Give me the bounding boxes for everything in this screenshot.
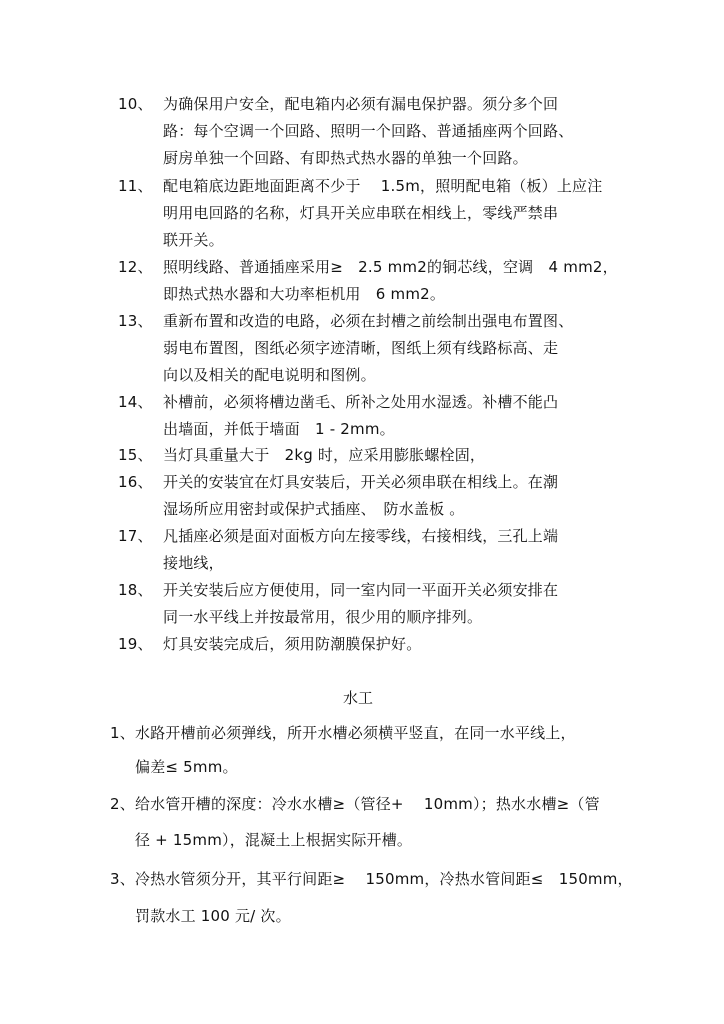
item-text-line: 厨房单独一个回路、有即热式热水器的单独一个回路。	[163, 149, 528, 167]
item-text-line: 配电箱底边距地面距离不少于 1.5m，照明配电箱（板）上应注	[163, 177, 603, 195]
item-text-line: 即热式热水器和大功率柜机用 6 mm2。	[163, 285, 446, 303]
item-text-line: 开关安装后应方便使用，同一室内同一平面开关必须安排在	[163, 581, 559, 599]
item-number: 12、	[118, 258, 153, 276]
item-text-line: 向以及相关的配电说明和图例。	[163, 366, 376, 384]
item-number: 19、	[118, 635, 153, 653]
item-number: 13、	[118, 312, 153, 330]
water-item-line: 径 + 15mm），混凝土上根据实际开槽。	[135, 831, 413, 849]
item-text-line: 补槽前，必须将槽边凿毛、所补之处用水湿透。补槽不能凸	[163, 393, 559, 411]
item-text-line: 接地线，	[163, 554, 224, 572]
item-text-line: 路：每个空调一个回路、照明一个回路、普通插座两个回路、	[163, 122, 574, 140]
item-text-line: 出墙面，并低于墙面 1 - 2mm。	[163, 420, 395, 438]
item-text-line: 明用电回路的名称，灯具开关应串联在相线上，零线严禁串	[163, 204, 559, 222]
item-number: 15、	[118, 446, 153, 464]
section-title: 水工	[343, 689, 374, 707]
item-text-line: 照明线路、普通插座采用≥ 2.5 mm2的铜芯线，空调 4 mm2，	[163, 258, 618, 276]
water-item-line: 1、水路开槽前必须弹线，所开水槽必须横平竖直，在同一水平线上，	[110, 724, 576, 742]
item-text-line: 为确保用户安全，配电箱内必须有漏电保护器。须分多个回	[163, 95, 559, 113]
water-item-line: 偏差≤ 5mm。	[135, 758, 238, 776]
item-text-line: 同一水平线上并按最常用，很少用的顺序排列。	[163, 608, 483, 626]
water-item-line: 罚款水工 100 元/ 次。	[135, 907, 291, 925]
water-item-line: 2、给水管开槽的深度：冷水水槽≥（管径+ 10mm）；热水水槽≥（管	[110, 795, 600, 813]
item-number: 17、	[118, 527, 153, 545]
item-number: 18、	[118, 581, 153, 599]
item-number: 16、	[118, 473, 153, 491]
item-number: 14、	[118, 393, 153, 411]
item-text-line: 凡插座必须是面对面板方向左接零线，右接相线，三孔上端	[163, 527, 559, 545]
item-text-line: 联开关。	[163, 231, 224, 249]
item-number: 10、	[118, 95, 153, 113]
item-number: 11、	[118, 177, 153, 195]
item-text-line: 湿场所应用密封或保护式插座、 防水盖板 。	[163, 500, 465, 518]
item-text-line: 重新布置和改造的电路，必须在封槽之前绘制出强电布置图、	[163, 312, 574, 330]
item-text-line: 开关的安装宜在灯具安装后，开关必须串联在相线上。在潮	[163, 473, 559, 491]
item-text-line: 灯具安装完成后，须用防潮膜保护好。	[163, 635, 422, 653]
water-item-line: 3、冷热水管须分开，其平行间距≥ 150mm，冷热水管间距≤ 150mm，	[110, 870, 633, 888]
item-text-line: 当灯具重量大于 2kg 时，应采用膨胀螺栓固，	[163, 446, 486, 464]
item-text-line: 弱电布置图，图纸必须字迹清晰，图纸上须有线路标高、走	[163, 339, 559, 357]
